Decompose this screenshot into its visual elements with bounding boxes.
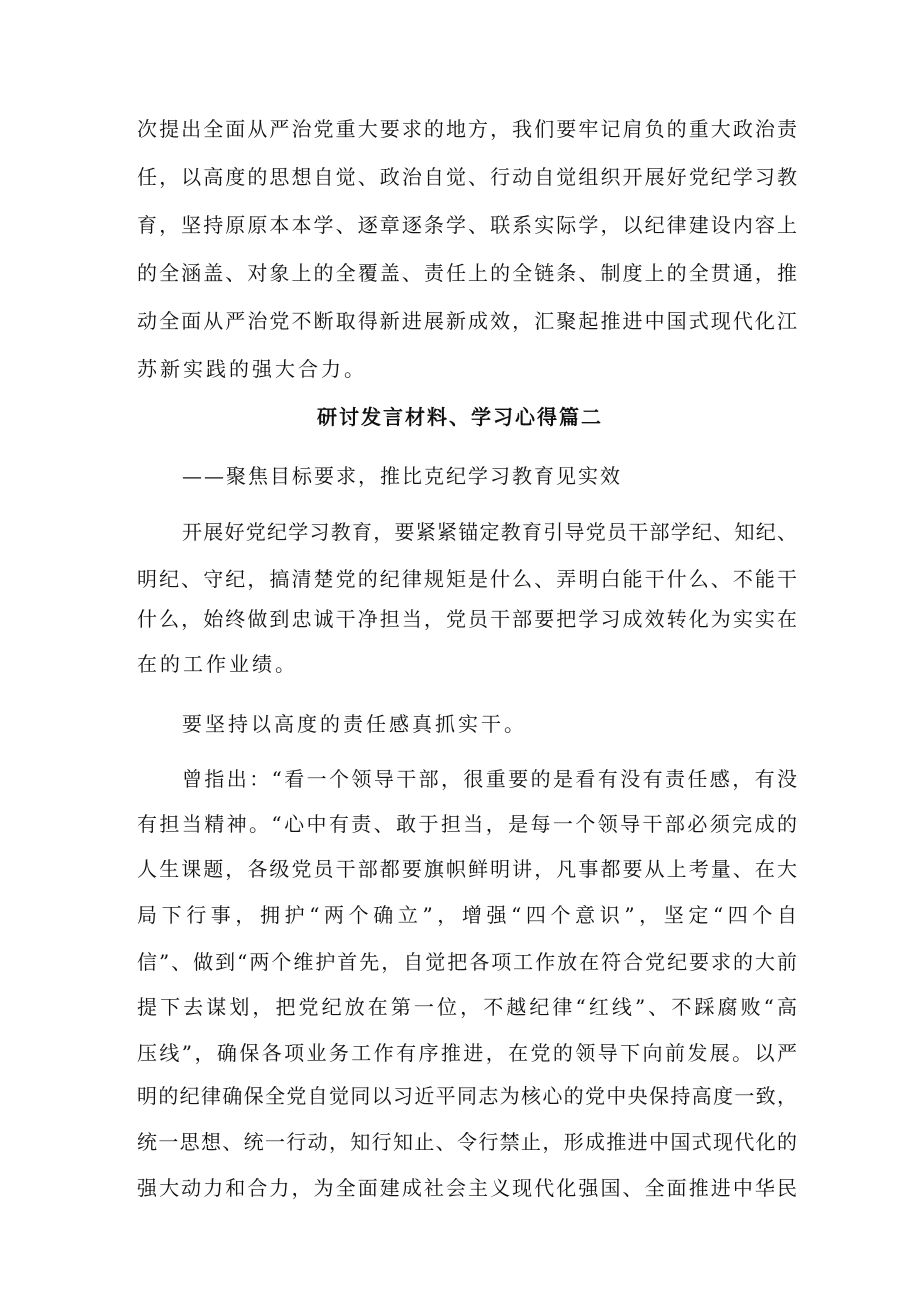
intro-line-3: 育，坚持原原本本学、逐章逐条学、联系实际学，以纪律建设内容上 xyxy=(137,213,797,237)
intro-line-5: 动全面从严治党不断取得新进展新成效，汇聚起推进中国式现代化江 xyxy=(137,309,797,333)
paragraph-3-line-3: 人生课题，各级党员干部都要旗帜鲜明讲，凡事都要从上考量、在大 xyxy=(137,857,797,881)
paragraph-1-line-4: 在的工作业绩。 xyxy=(137,652,298,676)
paragraph-1-line-2: 明纪、守纪，搞清楚党的纪律规矩是什么、弄明白能干什么、不能干 xyxy=(137,567,797,591)
intro-line-6: 苏新实践的强大合力。 xyxy=(137,357,367,381)
paragraph-3-line-5: 信”、做到“两个维护首先，自觉把各项工作放在符合党纪要求的大前 xyxy=(137,950,797,974)
paragraph-3-line-6: 提下去谋划，把党纪放在第一位，不越纪律“红线”、不踩腐败“高 xyxy=(137,995,797,1019)
paragraph-3-line-9: 统一思想、统一行动，知行知止、令行禁止，形成推进中国式现代化的 xyxy=(137,1130,797,1154)
paragraph-3-line-2: 有担当精神。“心中有责、敢于担当，是每一个领导干部必须完成的 xyxy=(137,812,797,836)
paragraph-3-line-10: 强大动力和合力，为全面建成社会主义现代化强国、全面推进中华民 xyxy=(137,1176,797,1200)
intro-line-2: 任，以高度的思想自觉、政治自觉、行动自觉组织开展好党纪学习教 xyxy=(137,165,797,189)
paragraph-3-line-7: 压线”，确保各项业务工作有序推进，在党的领导下向前发展。以严 xyxy=(137,1041,797,1065)
paragraph-3-line-8: 明的纪律确保全党自觉同以习近平同志为核心的党中央保持高度一致， xyxy=(137,1084,797,1108)
intro-line-1: 次提出全面从严治党重大要求的地方，我们要牢记肩负的重大政治责 xyxy=(137,117,797,141)
section-title: 研讨发言材料、学习心得篇二 xyxy=(317,405,603,429)
intro-line-4: 的全涵盖、对象上的全覆盖、责任上的全链条、制度上的全贯通，推 xyxy=(137,261,797,285)
paragraph-2-line-1: 要坚持以高度的责任感真抓实干。 xyxy=(182,712,527,736)
paragraph-3-line-1: 曾指出：“看一个领导干部，很重要的是看有没有责任感，有没 xyxy=(182,767,797,791)
paragraph-3-line-4: 局下行事，拥护“两个确立”，增强“四个意识”，坚定“四个自 xyxy=(137,903,797,927)
paragraph-1-line-3: 什么，始终做到忠诚干净担当，党员干部要把学习成效转化为实实在 xyxy=(137,607,797,631)
section-subtitle: ——聚焦目标要求，推比克纪学习教育见实效 xyxy=(182,464,622,488)
paragraph-1-line-1: 开展好党纪学习教育，要紧紧锚定教育引导党员干部学纪、知纪、 xyxy=(182,520,797,544)
